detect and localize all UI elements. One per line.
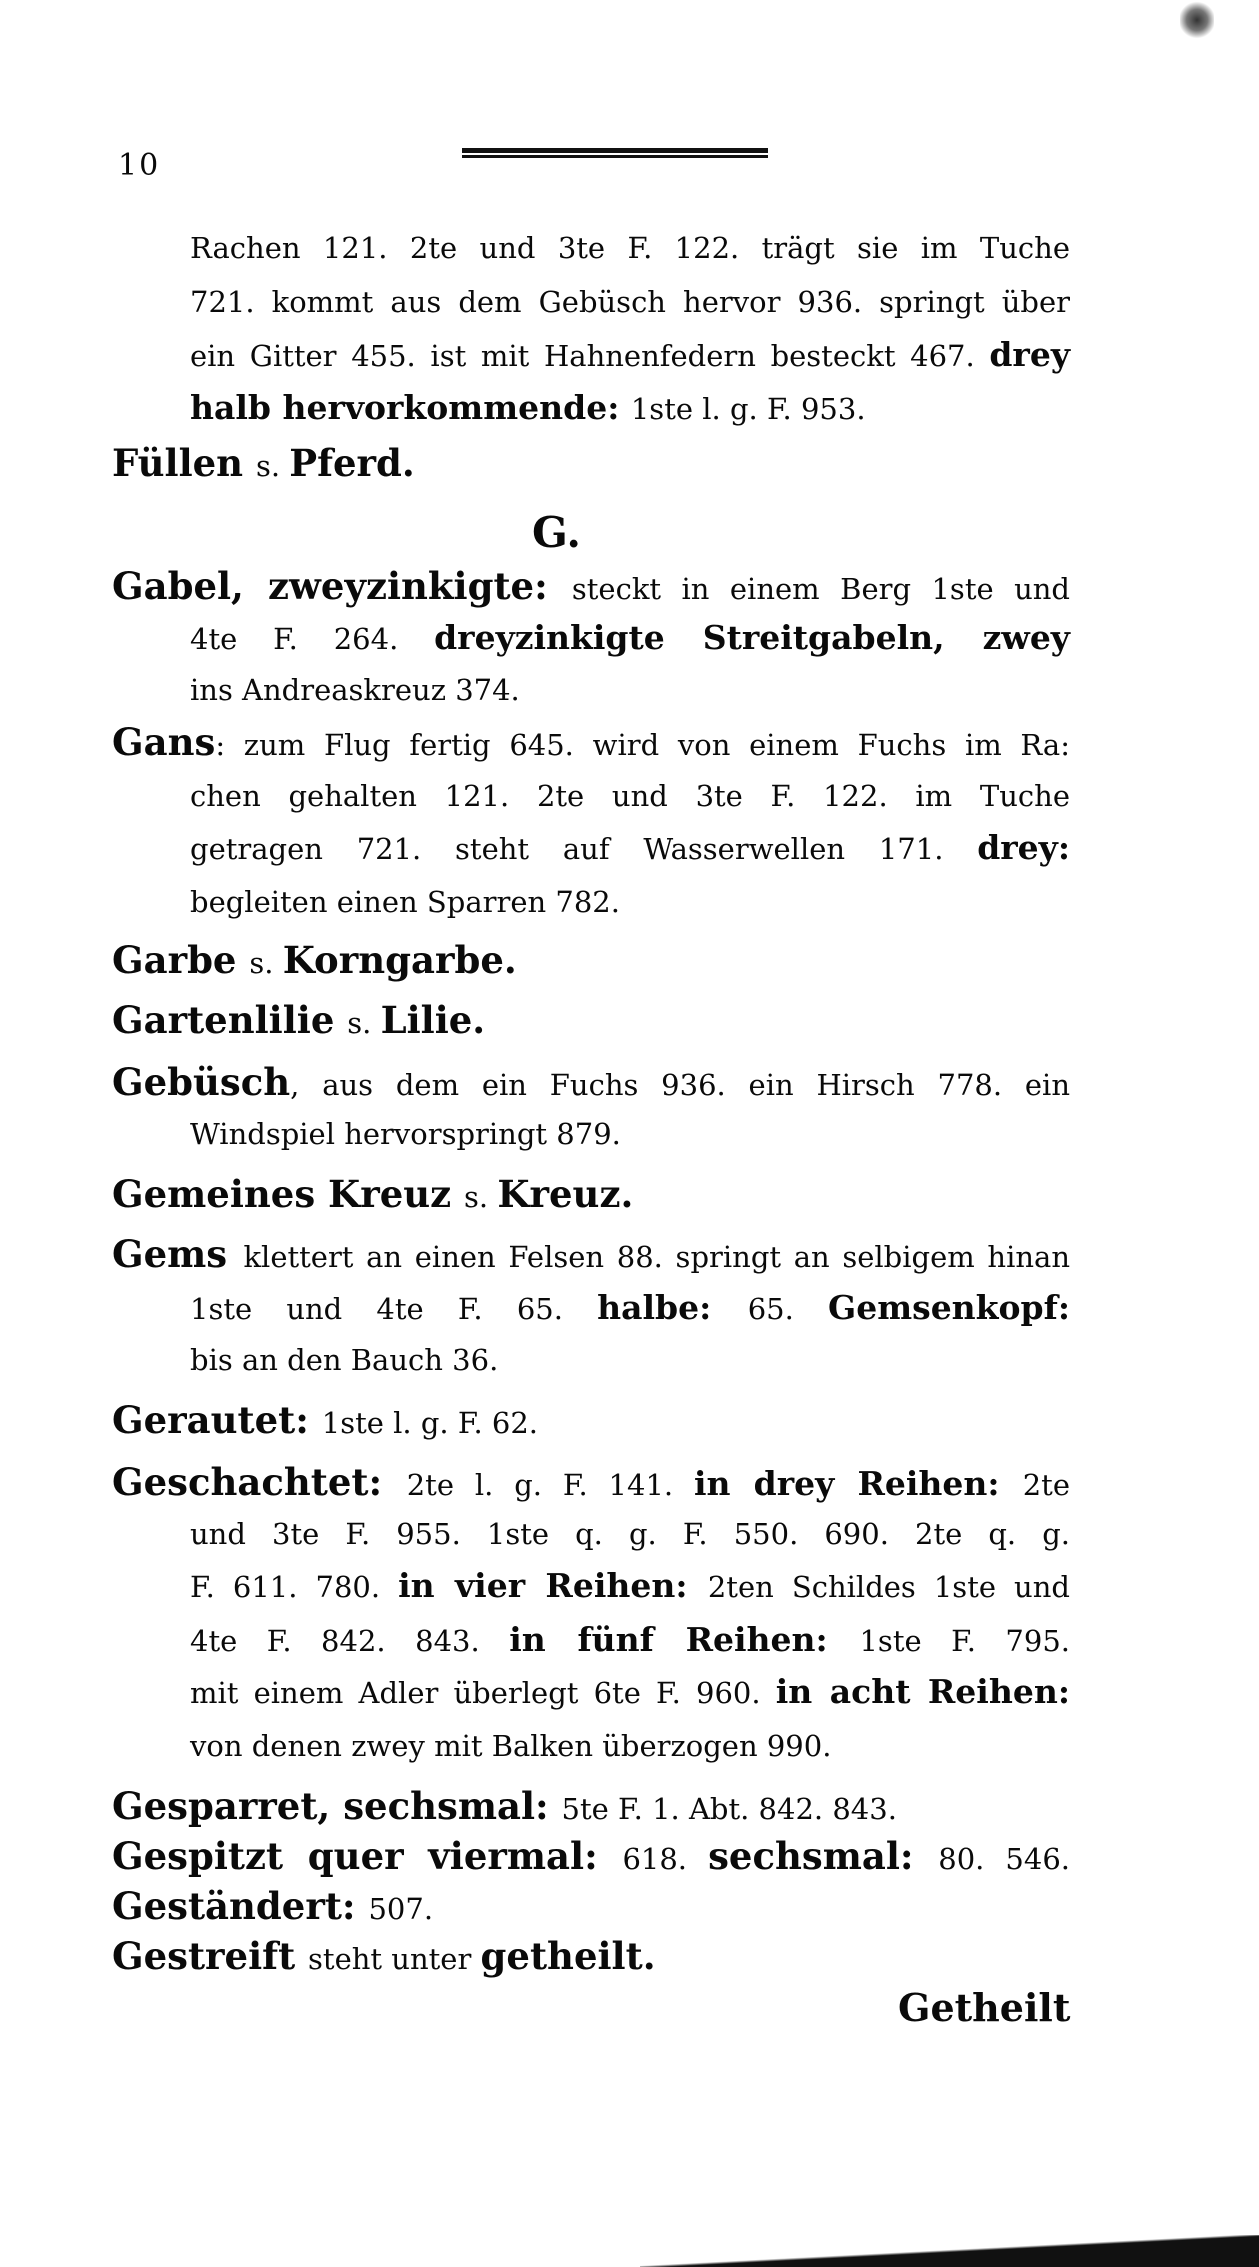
index-entry: [112, 566, 1070, 609]
index-entry: [112, 1400, 538, 1443]
entry-headword: Pferd.: [289, 441, 415, 485]
index-entry-continuation: [190, 1566, 1070, 1607]
entry-text: begleiten einen Sparren 782.: [190, 885, 620, 919]
entry-headword: Lilie.: [380, 998, 486, 1042]
entry-subheading: drey: [989, 335, 1070, 374]
entry-text: 618.: [622, 1842, 709, 1876]
entry-text: getragen 721. steht auf Wasserwellen 171.: [190, 832, 978, 866]
entry-headword: Gemeines Kreuz: [112, 1172, 465, 1216]
header-rule-bar: [462, 155, 768, 158]
index-entry: [112, 1786, 897, 1829]
index-entry: [112, 1234, 1070, 1277]
index-entry-continuation: [190, 1726, 831, 1766]
index-entry: [112, 1462, 1070, 1505]
entry-text: mit einem Adler überlegt 6te F. 960.: [190, 1676, 776, 1710]
header-rule: [462, 145, 768, 159]
entry-subheading: halb hervorkommende:: [190, 388, 631, 427]
entry-headword: Gebüsch: [112, 1060, 291, 1104]
index-entry: [112, 1000, 485, 1043]
entry-text: 2ten Schildes 1ste und: [707, 1570, 1070, 1604]
entry-subheading: in acht Reihen:: [775, 1672, 1070, 1711]
catchword: Getheilt: [898, 1985, 1071, 2030]
entry-text: : zum Flug fertig 645. wird von einem Fuchs im Ra:: [215, 728, 1070, 762]
entry-text: 1ste und 4te F. 65.: [190, 1292, 598, 1326]
index-entry-continuation: [190, 776, 1070, 816]
page-number: 10: [118, 148, 161, 183]
entry-text: 1ste F. 795.: [859, 1624, 1070, 1658]
entry-text: 5te F. 1. Abt. 842. 843.: [561, 1792, 897, 1826]
entry-text: 4te F. 842. 843.: [190, 1624, 510, 1658]
entry-text: ins Andreaskreuz 374.: [190, 673, 520, 707]
entry-headword: Gespitzt quer viermal:: [112, 1834, 623, 1878]
section-letter-heading: G.: [532, 508, 581, 557]
entry-text: 2te: [1022, 1468, 1070, 1502]
entry-text: steht unter: [308, 1942, 481, 1976]
index-entry: [112, 443, 415, 486]
entry-headword: Gartenlilie: [112, 998, 348, 1042]
index-entry-continuation: [190, 1114, 621, 1154]
index-entry: [112, 722, 1070, 765]
index-entry-continuation: [190, 618, 1070, 659]
entry-text: 65.: [747, 1292, 829, 1326]
entry-subheading: drey:: [977, 828, 1070, 867]
header-rule-bar: [462, 148, 768, 153]
entry-text: ein Gitter 455. ist mit Hahnenfedern besteckt 467.: [190, 339, 990, 373]
entry-subheading: Gemsenkopf:: [828, 1288, 1071, 1327]
entry-text: s.: [249, 946, 283, 980]
entry-headword: Gerautet:: [112, 1398, 322, 1442]
entry-text: bis an den Bauch 36.: [190, 1343, 499, 1377]
index-entry-continuation: [190, 388, 866, 429]
index-entry-continuation: [190, 1620, 1070, 1661]
entry-text: 1ste l. g. F. 953.: [630, 392, 866, 426]
entry-text: chen gehalten 121. 2te und 3te F. 122. im Tuche: [190, 779, 1070, 813]
index-entry-continuation: [190, 1340, 498, 1380]
entry-headword: Gems: [112, 1232, 244, 1276]
entry-text: und 3te F. 955. 1ste q. g. F. 550. 690. 2te q. g.: [190, 1517, 1070, 1551]
entry-headword: Korngarbe.: [282, 938, 517, 982]
index-entry-continuation: [190, 1672, 1070, 1713]
index-entry-continuation: [190, 1514, 1070, 1554]
index-entry-continuation: [190, 828, 1070, 869]
entry-text: s.: [464, 1180, 498, 1214]
index-entry: [112, 1936, 656, 1979]
index-entry-continuation: [190, 228, 1070, 268]
entry-subheading: dreyzinkigte Streitgabeln, zwey: [434, 618, 1070, 657]
entry-headword: Gans: [112, 720, 216, 764]
entry-headword: Gesparret, sechsmal:: [112, 1784, 562, 1828]
scan-page-edge: [640, 2235, 1259, 2267]
entry-headword: sechsmal:: [708, 1834, 939, 1878]
entry-headword: Geschachtet:: [112, 1460, 407, 1504]
entry-text: F. 611. 780.: [190, 1570, 399, 1604]
entry-text: 2te l. g. F. 141.: [406, 1468, 695, 1502]
entry-subheading: halbe:: [597, 1288, 748, 1327]
index-entry: [112, 940, 517, 983]
entry-text: 4te F. 264.: [190, 622, 435, 656]
entry-text: klettert an einen Felsen 88. springt an selbigem hinan: [243, 1240, 1070, 1274]
entry-text: Rachen 121. 2te und 3te F. 122. trägt sie im Tuche: [190, 231, 1070, 265]
entry-text: 507.: [368, 1892, 434, 1926]
index-entry: [112, 1174, 633, 1217]
entry-text: von denen zwey mit Balken überzogen 990.: [190, 1729, 832, 1763]
entry-headword: Gestreift: [112, 1934, 309, 1978]
entry-headword: Garbe: [112, 938, 250, 982]
entry-text: 1ste l. g. F. 62.: [321, 1406, 539, 1440]
index-entry: [112, 1836, 1070, 1879]
scan-ink-blot: [1180, 0, 1214, 40]
entry-subheading: in drey Reihen:: [694, 1464, 1023, 1503]
entry-subheading: in vier Reihen:: [398, 1566, 708, 1605]
entry-subheading: in fünf Reihen:: [509, 1620, 860, 1659]
entry-text: , aus dem ein Fuchs 936. ein Hirsch 778. ein: [290, 1068, 1070, 1102]
index-entry: [112, 1062, 1070, 1105]
index-entry-continuation: [190, 335, 1070, 376]
entry-text: s.: [255, 449, 290, 483]
entry-headword: Kreuz.: [497, 1172, 634, 1216]
index-entry-continuation: [190, 670, 520, 710]
entry-text: 80. 546.: [938, 1842, 1070, 1876]
index-entry-continuation: [190, 282, 1070, 322]
index-entry: [112, 1886, 433, 1929]
index-entry-continuation: [190, 1288, 1070, 1329]
entry-text: s.: [347, 1006, 381, 1040]
index-entry-continuation: [190, 882, 620, 922]
entry-text: steckt in einem Berg 1ste und: [571, 572, 1070, 606]
entry-text: 721. kommt aus dem Gebüsch hervor 936. springt über: [190, 285, 1070, 319]
entry-headword: Gabel, zweyzinkigte:: [112, 564, 572, 608]
entry-text: Windspiel hervorspringt 879.: [190, 1117, 621, 1151]
entry-headword: getheilt.: [480, 1934, 656, 1978]
entry-headword: Füllen: [112, 441, 256, 485]
entry-headword: Geständert:: [112, 1884, 369, 1928]
